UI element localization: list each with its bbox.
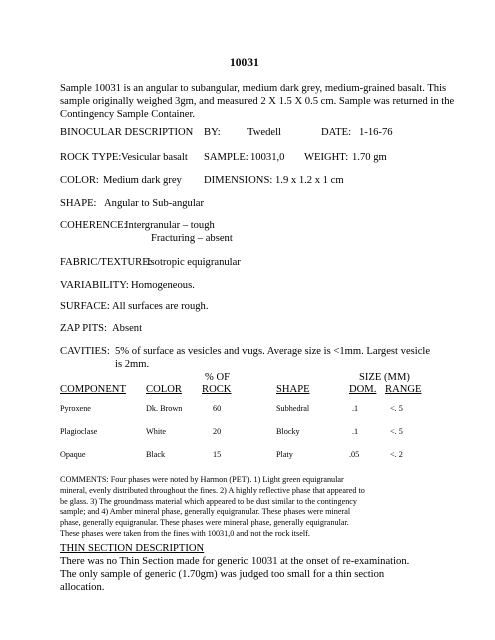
intro-line: sample originally weighed 3gm, and measured 2 X 1.5 X 0.5 cm. Sample was returned in the	[60, 96, 455, 107]
intro-line: Contingency Sample Container.	[60, 109, 196, 120]
surface-label: SURFACE:	[60, 301, 110, 312]
rock-type-value: Vesicular basalt	[121, 152, 188, 163]
fabric-label: FABRIC/TEXTURE:	[60, 257, 152, 268]
zap-pits-value: Absent	[112, 323, 143, 334]
shape-label: SHAPE:	[60, 198, 97, 209]
cell-shape: Platy	[276, 450, 293, 459]
zap-pits-label: ZAP PITS:	[60, 323, 107, 334]
header-range: RANGE	[385, 384, 422, 395]
cell-shape: Blocky	[276, 427, 300, 436]
cell-component: Opaque	[60, 450, 86, 459]
color-label: COLOR:	[60, 175, 99, 186]
coherence-line: Fracturing – absent	[151, 233, 233, 244]
date-value: 1-16-76	[359, 127, 393, 138]
variability-value: Homogeneous.	[131, 280, 195, 291]
header-top-rock: % OF	[205, 372, 231, 383]
intro-line: Sample 10031 is an angular to subangular, medium dark grey, medium-grained basalt. This	[60, 83, 447, 94]
fabric-value: Isotropic equigranular	[147, 257, 241, 268]
intro-paragraph	[60, 82, 454, 121]
variability-label: VARIABILITY:	[60, 280, 129, 291]
header-shape: SHAPE	[276, 384, 310, 395]
header-color: COLOR	[146, 384, 182, 395]
cell-shape: Subhedral	[276, 404, 310, 413]
cell-color: Black	[146, 450, 166, 459]
cell-dom: .05	[349, 450, 360, 459]
sample-value: 10031,0	[250, 152, 285, 163]
binocular-heading: BINOCULAR DESCRIPTION	[60, 127, 194, 138]
cell-dom: .1	[352, 404, 359, 413]
sample-label: SAMPLE:	[204, 152, 249, 163]
dimensions-label: DIMENSIONS:	[204, 175, 273, 186]
cell-rock: 60	[213, 404, 222, 413]
rock-type-label: ROCK TYPE:	[60, 152, 122, 163]
cell-rock: 15	[213, 450, 222, 459]
shape-value: Angular to Sub-angular	[104, 198, 205, 209]
header-dom: DOM.	[349, 384, 377, 395]
cavities-line: 5% of surface as vesicles and vugs. Average size is <1mm. Largest vesicle	[115, 346, 431, 357]
cell-color: Dk. Brown	[146, 404, 183, 413]
cell-range: <. 5	[390, 404, 403, 413]
thin-section-heading: THIN SECTION DESCRIPTION	[60, 543, 205, 554]
thin-section-line: There was no Thin Section made for generic 10031 at the onset of re-examination.	[60, 556, 410, 567]
comments-line: mineral, evenly distributed throughout the fines. 2) A highly reflective phase that appeared to	[60, 485, 365, 495]
cell-dom: .1	[352, 427, 359, 436]
cavities-line: is 2mm.	[115, 359, 150, 370]
comments-line: phase, generally equigranular. These phases were mineral phase, generally equigranular.	[60, 518, 349, 528]
thin-section-line: The only sample of generic (1.70gm) was judged too small for a thin section	[60, 569, 385, 580]
thin-section-line: allocation.	[60, 582, 105, 593]
header-top-size: SIZE (MM)	[359, 372, 410, 383]
coherence-line: Intergranular – tough	[125, 220, 215, 231]
comments-line: be glass. 3) The groundmass material which appeared to be dust similar to the contingency	[60, 496, 358, 506]
header-rock: ROCK	[202, 384, 232, 395]
comments-paragraph	[60, 475, 365, 540]
cell-range: <. 5	[390, 427, 403, 436]
cavities-label: CAVITIES:	[60, 346, 110, 357]
weight-label: WEIGHT:	[304, 152, 349, 163]
surface-value: All surfaces are rough.	[112, 301, 209, 312]
comments-line: These phases were taken from the fines with 10031,0 and not the rock itself.	[60, 528, 310, 538]
dimensions-value: 1.9 x 1.2 x 1 cm	[275, 175, 344, 186]
date-label: DATE:	[321, 127, 352, 138]
comments-line: sample; and 4) Amber mineral phase, generally equigranular. These phases were mineral	[60, 507, 351, 517]
by-label: BY:	[204, 127, 221, 138]
cell-color: White	[146, 427, 167, 436]
weight-value: 1.70 gm	[352, 152, 387, 163]
comments-line: COMMENTS: Four phases were noted by Harmon (PET). 1) Light green equigranular	[60, 475, 344, 484]
coherence-label: COHERENCE:	[60, 220, 127, 231]
page-title: 10031	[230, 57, 259, 69]
cell-component: Pyroxene	[60, 404, 91, 413]
cell-range: <. 2	[390, 450, 403, 459]
by-value: Twedell	[247, 127, 281, 138]
thin-section-paragraph	[60, 555, 409, 594]
color-value: Medium dark grey	[103, 175, 182, 186]
cell-component: Plagioclase	[60, 427, 98, 436]
header-component: COMPONENT	[60, 384, 126, 395]
cell-rock: 20	[213, 427, 222, 436]
